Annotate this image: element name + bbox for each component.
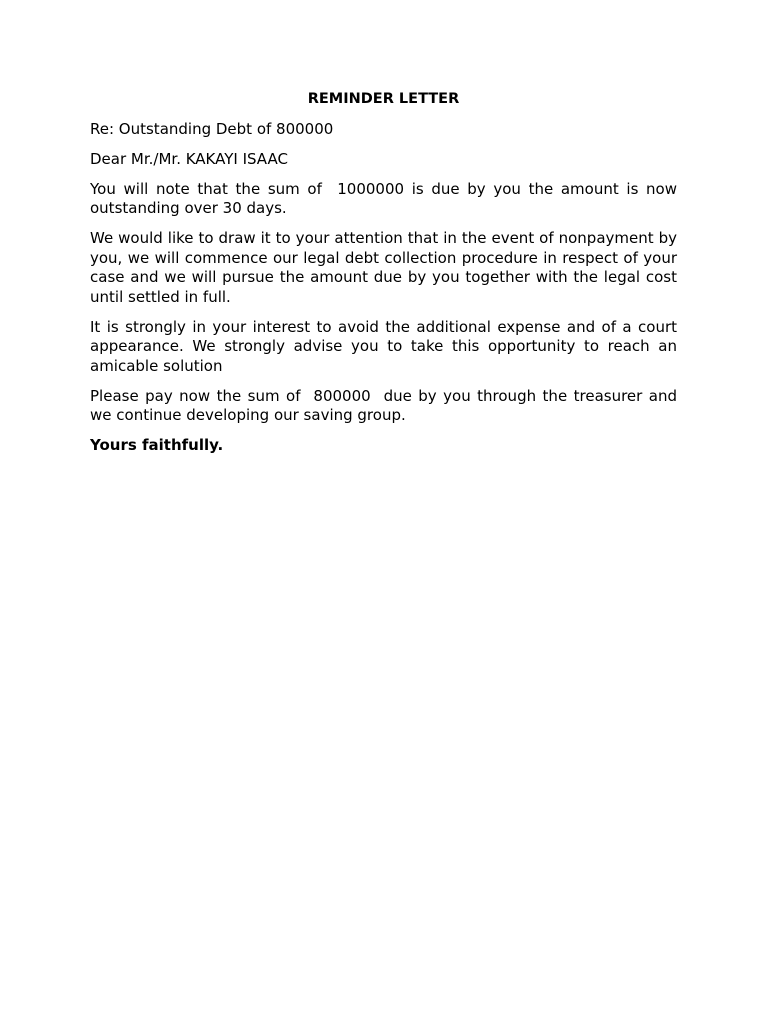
paragraph-legal-action: We would like to draw it to your attention that in the event of nonpayment by you, we will commence our legal debt collection procedure in respect of your case and we will pursue the amount due by you together with the legal cost until settled in full. [90, 229, 682, 306]
subject-line: Re: Outstanding Debt of 800000 [90, 119, 334, 138]
paragraph-amount-due: You will note that the sum of 1000000 is due by you the amount is now outstanding over 30 days. [90, 179, 682, 217]
paragraph-advice: It is strongly in your interest to avoid the additional expense and of a court appearance. We strongly advise you to take this opportunity to reach an amicable solution [90, 317, 682, 375]
closing: Yours faithfully. [90, 436, 224, 454]
letter-title: REMINDER LETTER [307, 91, 460, 107]
salutation: Dear Mr./Mr. KAKAYI ISAAC [90, 149, 288, 168]
paragraph-payment-request: Please pay now the sum of 800000 due by you through the treasurer and we continue developing our saving group. [90, 386, 682, 424]
letter-body [90, 90, 682, 456]
